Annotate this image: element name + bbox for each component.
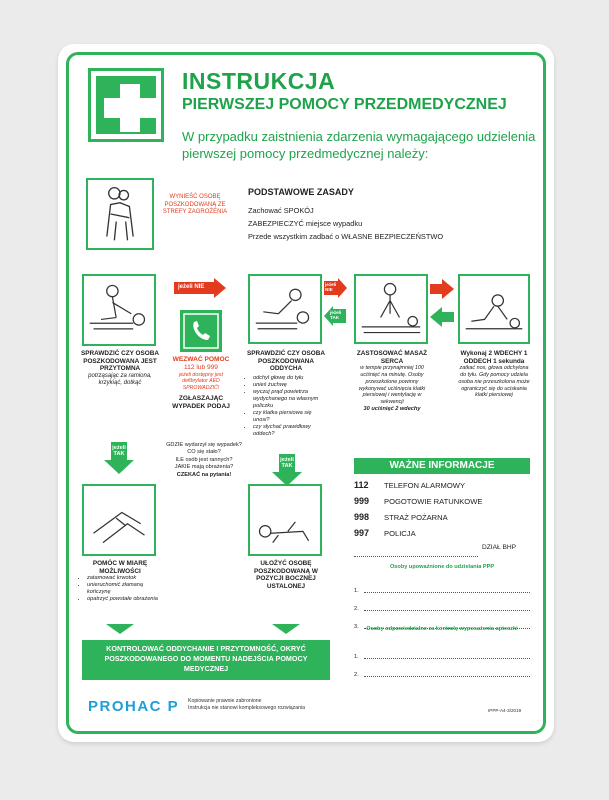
report-question: GDZIE wydarzył się wypadek? [166, 442, 242, 448]
check-breathing-steps [246, 375, 326, 438]
recovery-block [246, 560, 326, 590]
report-questions [160, 442, 248, 479]
wound-care-illustration [82, 484, 156, 556]
basic-rule: Zachować SPOKÓJ [248, 206, 314, 215]
dept-label: DZIAŁ BHP [482, 544, 517, 551]
help-step: • zatamować krwotok [87, 575, 160, 582]
breaths-note: zatkać nos, głowa odchylona do tyłu. Gdy pomocy udziela osoba nie przeszkolona może ograniczyć się do uciskania klatki piersiowej [458, 365, 530, 399]
breathing-step: • czy klatka piersiowa się unosi? [253, 410, 326, 424]
breaths-title: Wykonaj 2 WDECHY 1 ODDECH 1 sekunda [460, 350, 528, 365]
basic-rules-title: PODSTAWOWE ZASADY [248, 187, 354, 197]
help-wounded-steps [80, 575, 160, 603]
check-breathing-block [246, 350, 326, 438]
first-aid-cross-icon [88, 68, 164, 142]
authorized-title: Osoby upoważnione do udzielania PPP [389, 564, 495, 570]
copy-notice: Kopiowanie prawnie zabronione [188, 698, 262, 704]
breathing-step: • wyczuj prąd powietrza wydychanego na własnym policzku [253, 389, 326, 410]
cpr-note: w tempie przynajmniej 100 uciśnięć na minutę. Osoby przeszkolone powinny wykonywać uciśnięcia klatki piersiowej i wentylację w sekwencji [358, 365, 426, 406]
dept-line [354, 548, 478, 557]
first-aid-sign [58, 44, 554, 742]
arrow-right-icon [430, 280, 454, 298]
report-title: ZGŁASZAJĄC WYPADEK PODAJ [172, 395, 230, 411]
info-number: 997 [354, 528, 370, 538]
check-conscious-illustration [82, 274, 156, 346]
info-label: POGOTOWIE RATUNKOWE [384, 497, 483, 506]
call-help-number: 112 lub 999 [184, 364, 218, 371]
call-help-title: WEZWAĆ POMOC [172, 356, 230, 363]
if-yes-label: jeżeli TAK [330, 310, 342, 320]
info-row [354, 512, 448, 522]
recovery-illustration [248, 484, 322, 556]
help-step: • unieruchomić złamaną kończynę [87, 582, 160, 596]
if-no-label: jeżeli NIE [178, 284, 205, 290]
info-number: 999 [354, 496, 370, 506]
help-wounded-title: POMÓC W MIARĘ MOŻLIWOŚCI [92, 560, 148, 575]
down-arrow-icon [272, 624, 300, 634]
call-help-block [166, 356, 236, 411]
check-breathing-illustration [248, 274, 322, 344]
evacuate-illustration [86, 178, 154, 250]
final-instruction-banner: KONTROLOWAĆ ODDYCHANIE I PRZYTOMNOŚĆ, OKRYĆ POSZKODOWANEGO DO MOMENTU NADEJŚCIA POMOCY MEDYCZNEJ [82, 640, 330, 680]
if-yes-badge [324, 306, 346, 326]
breaths-block [456, 350, 532, 399]
responsible-title: Osoby odpowiedzialne za kontrolę wyposażenia apteczki [366, 626, 518, 632]
info-label: POLICJA [384, 529, 416, 538]
report-question: ILE osób jest rannych? [175, 456, 233, 463]
breathing-step: • unieś żuchwę [253, 382, 326, 389]
info-label: STRAŻ POŻARNA [384, 513, 448, 522]
report-question: CZEKAĆ na pytania! [176, 471, 232, 478]
cpr-illustration [354, 274, 428, 344]
breathing-step: • czy słychać prawidłowy oddech? [253, 424, 326, 438]
cpr-block [352, 350, 432, 413]
breathing-step: • odchyl głowę do tyłu [253, 375, 326, 382]
recovery-title: UŁOŻYĆ OSOBĘ POSZKODOWANĄ W POZYCJI BOCZNEJ USTALONEJ [254, 560, 318, 590]
cpr-ratio: 30 uciśnięć 2 wdechy [363, 405, 421, 412]
product-code: IPPP-A4-3/2019 [488, 708, 522, 713]
info-number: 998 [354, 512, 370, 522]
if-no-badge [174, 280, 226, 296]
info-label: TELEFON ALARMOWY [384, 481, 466, 490]
if-yes-arrow-1 [104, 442, 134, 474]
report-question: JAKIE mają obrażenia? [174, 464, 234, 471]
check-breathing-title: SPRAWDZIĆ CZY OSOBA POSZKODOWANA ODDYCHA [247, 350, 325, 373]
info-row [354, 496, 482, 506]
arrow-left-icon [430, 308, 454, 326]
info-number: 112 [354, 480, 369, 490]
info-title: WAŻNE INFORMACJE [354, 458, 530, 474]
brand-logo: PROHAC P [88, 698, 180, 715]
cpr-title: ZASTOSOWAĆ MASAŻ SERCA [356, 350, 428, 365]
evacuate-text: WYNIEŚĆ OSOBĘ POSZKODOWANĄ ZE STREFY ZAGROŻENIA [162, 194, 228, 215]
intro-text: W przypadku zaistnienia zdarzenia wymagającego udzielenia pierwszej pomocy przedmedycznej należy: [182, 129, 536, 161]
info-row [354, 480, 465, 490]
sign-subtitle: PIERWSZEJ POMOCY PRZEDMEDYCZNEJ [182, 96, 507, 113]
report-question: CO się stało? [187, 449, 221, 456]
call-help-note: jeżeli dostępny jest defibrylator AED SPROWADZIĆ! [179, 372, 223, 391]
authorized-lines: 1. 2. 3. [354, 576, 530, 630]
help-wounded-block [80, 560, 160, 603]
if-yes-label-2: jeżeli TAK [112, 445, 126, 457]
responsible-lines: 1. 2. [354, 642, 530, 678]
basic-rule: ZABEZPIECZYĆ miejsce wypadku [248, 219, 363, 228]
help-step: • opatrzyć powstałe obrażenia [87, 596, 160, 603]
if-no-label-2: jeżeli NIE [325, 282, 337, 292]
check-conscious-note: potrząsając za ramiona, krzykiąć, dotkąć [88, 372, 152, 387]
if-yes-arrow-2 [272, 454, 302, 486]
basic-rule: Przede wszystkim zadbać o WŁASNE BEZPIECZEŃSTWO [248, 232, 444, 241]
disclaimer: Instrukcja nie stanowi kompleksowego rozwiązania [188, 705, 306, 711]
if-yes-label-3: jeżeli TAK [280, 457, 294, 469]
if-no-badge-2 [324, 278, 346, 298]
breaths-illustration [458, 274, 530, 344]
info-row [354, 528, 416, 538]
check-conscious-block [80, 350, 160, 388]
down-arrow-icon [106, 624, 134, 634]
footer-text [188, 698, 305, 712]
sign-title: INSTRUKCJA [182, 68, 336, 94]
check-conscious-title: SPRAWDZIĆ CZY OSOBA POSZKODOWANA JEST PRZYTOMNA [81, 350, 159, 373]
phone-icon [180, 310, 222, 352]
basic-rules-list [248, 204, 443, 243]
